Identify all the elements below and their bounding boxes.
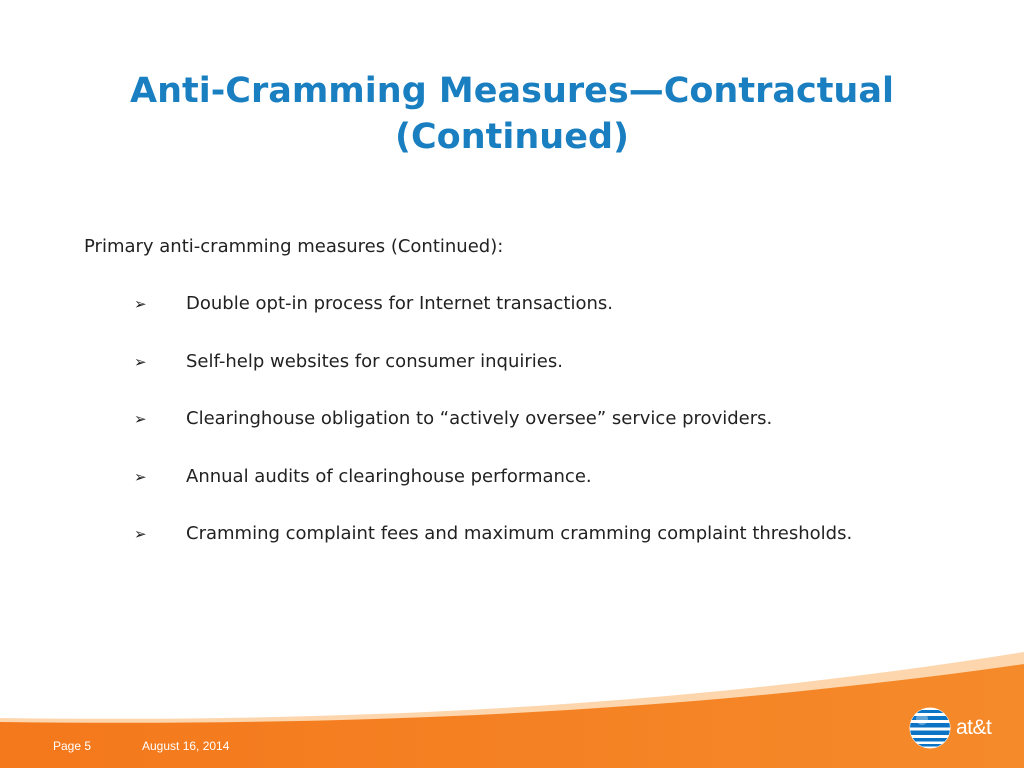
bullet-text: Double opt-in process for Internet transactions. <box>186 293 613 314</box>
title-line-1: Anti-Cramming Measures—Contractual <box>130 71 894 111</box>
bullet-text: Annual audits of clearinghouse performance. <box>186 465 592 487</box>
arrow-bullet-icon: ➢ <box>134 525 147 543</box>
arrow-bullet-icon: ➢ <box>134 352 147 371</box>
bullet-text: Clearinghouse obligation to “actively oversee” service providers. <box>186 408 773 429</box>
globe-icon <box>908 706 952 750</box>
footer-date: August 16, 2014 <box>142 739 230 753</box>
arrow-bullet-icon: ➢ <box>134 467 147 486</box>
page-number: Page 5 <box>53 739 92 753</box>
bullet-text: Self-help websites for consumer inquiries. <box>186 350 563 372</box>
att-logo <box>906 706 1006 752</box>
logo-wordmark: at&t <box>956 716 992 739</box>
slide-title <box>0 68 1024 160</box>
bullet-text: Cramming complaint fees and maximum cramming complaint thresholds. <box>186 523 853 544</box>
title-line-2: (Continued) <box>395 117 629 157</box>
arrow-bullet-icon: ➢ <box>134 295 147 313</box>
intro-text: Primary anti-cramming measures (Continued): <box>84 236 504 257</box>
arrow-bullet-icon: ➢ <box>134 410 147 428</box>
